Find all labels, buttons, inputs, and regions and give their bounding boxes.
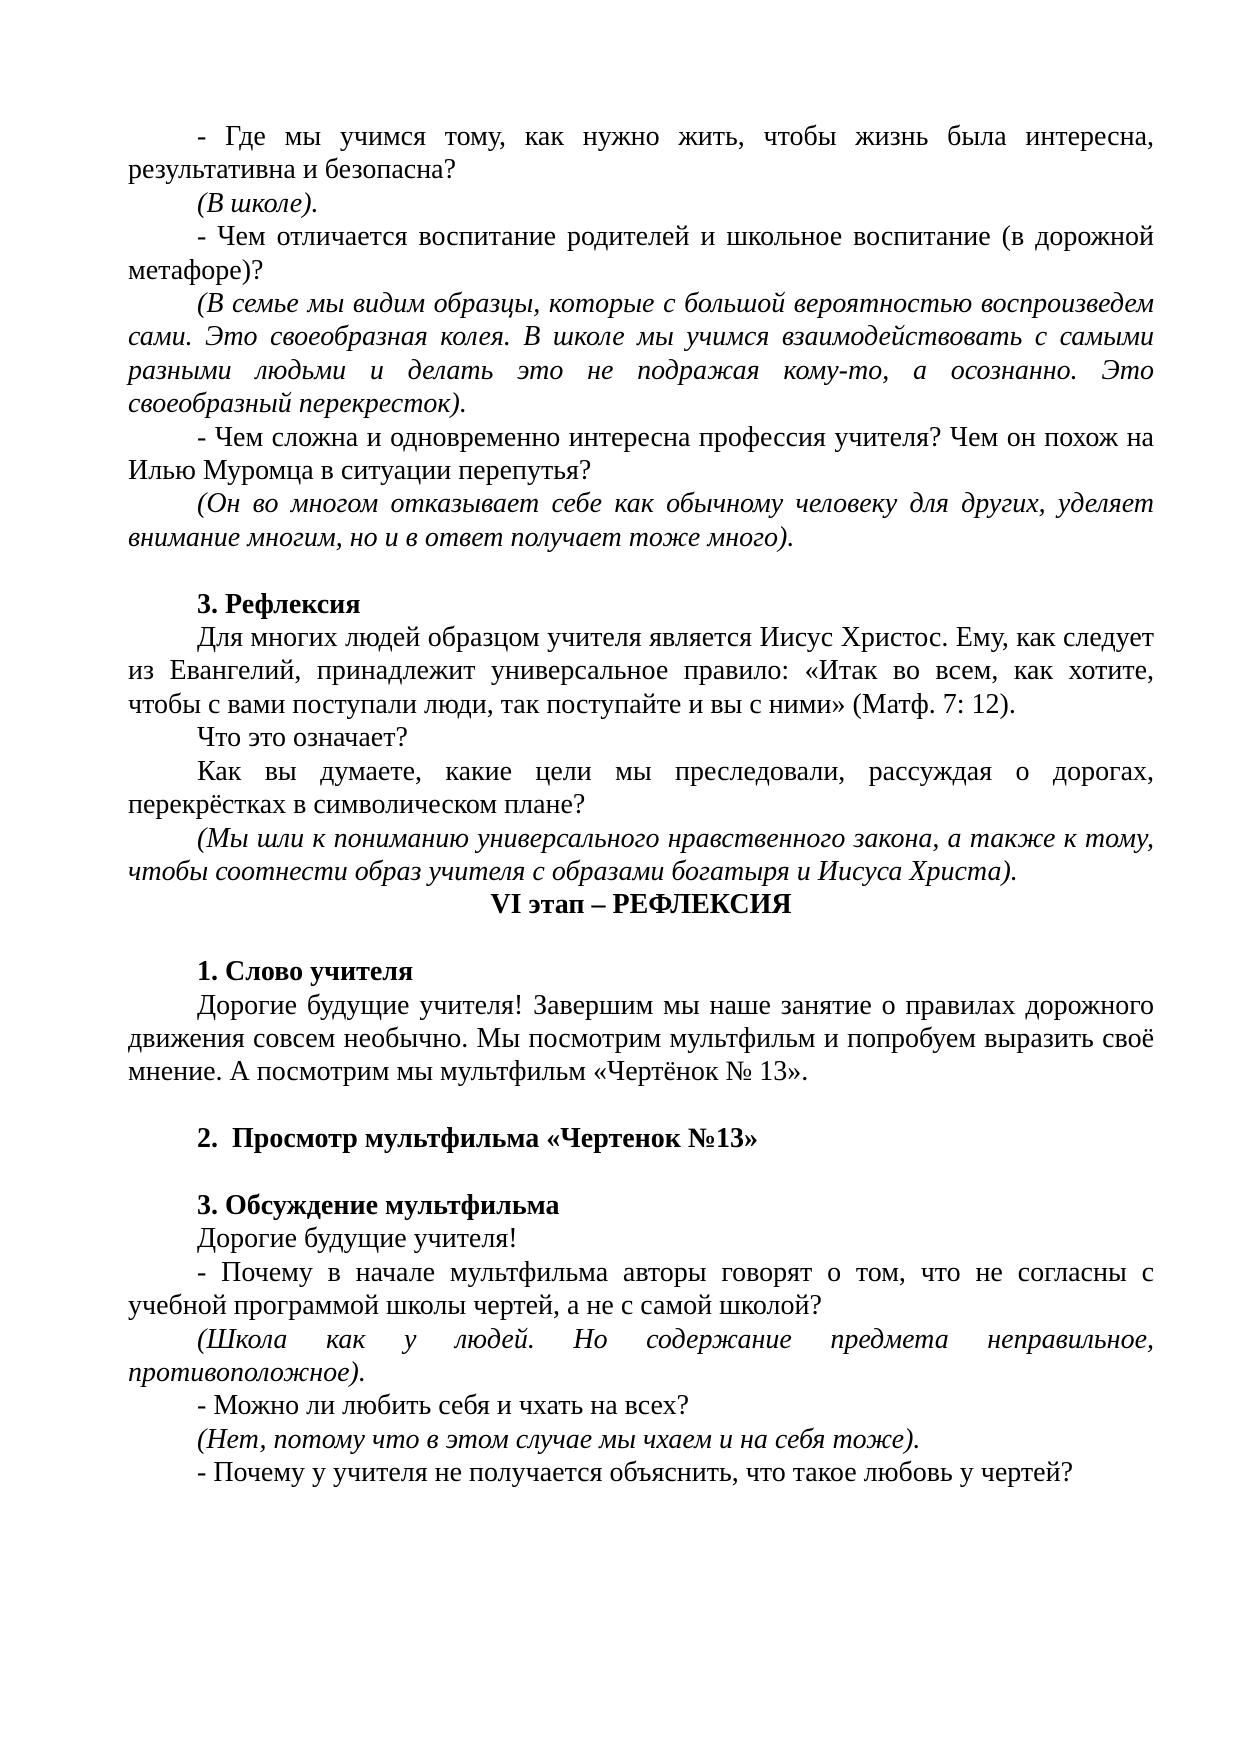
- section-heading: 3. Рефлексия: [197, 588, 361, 620]
- text-paragraph: - Почему в начале мультфильма авторы говорят о том, что не согласны с учебной программой школы чертей, а не с самой школой?: [128, 1256, 1154, 1322]
- text-paragraph: Как вы думаете, какие цели мы преследовали, рассуждая о дорогах, перекрёстках в символическом плане?: [128, 755, 1154, 821]
- text-paragraph: Что это означает?: [197, 722, 408, 754]
- document-body: [128, 120, 1154, 1490]
- text-paragraph: - Где мы учимся тому, как нужно жить, чтобы жизнь была интересна, результативна и безопасна?: [128, 121, 1154, 186]
- text-paragraph: Дорогие будущие учителя!: [197, 1223, 518, 1255]
- text-paragraph: - Чем отличается воспитание родителей и школьное воспитание (в дорожной метафоре)?: [128, 221, 1154, 286]
- text-paragraph: - Чем сложна и одновременно интересна профессия учителя? Чем он похож на Илью Муромца в ситуации перепутья?: [128, 421, 1154, 487]
- text-paragraph: - Почему у учителя не получается объяснить, что такое любовь у чертей?: [197, 1457, 1074, 1489]
- text-paragraph: Для многих людей образцом учителя является Иисус Христос. Ему, как следует из Евангелий, принадлежит универсальное правило: «Итак во всем, как хотите, чтобы с вами поступали люди, так поступайте и вы с ними» (Матф. 7: 12).: [128, 622, 1154, 720]
- answer-paragraph: (Школа как у людей. Но содержание предмета неправильное, противоположное).: [128, 1323, 1154, 1388]
- answer-paragraph: (Мы шли к пониманию универсального нравственного закона, а также к тому, чтобы соотнести образ учителя с образами богатыря и Иисуса Христа).: [128, 822, 1154, 887]
- answer-paragraph: (В школе).: [197, 187, 319, 219]
- text-paragraph: Дорогие будущие учителя! Завершим мы наше занятие о правилах дорожного движения совсем необычно. Мы посмотрим мультфильм и попробуем выразить своё мнение. А посмотрим мы мультфильм «Чертёнок № 13».: [128, 989, 1154, 1088]
- text-paragraph: - Можно ли любить себя и чхать на всех?: [197, 1390, 689, 1422]
- section-heading: 2. Просмотр мультфильма «Чертенок №13»: [197, 1123, 759, 1155]
- answer-paragraph: (Он во многом отказывает себе как обычному человеку для других, уделяет внимание многим, но и в ответ получает тоже много).: [128, 488, 1154, 553]
- stage-heading: VI этап – РЕФЛЕКСИЯ: [490, 889, 792, 921]
- section-heading: 1. Слово учителя: [197, 956, 414, 988]
- section-heading: 3. Обсуждение мультфильма: [197, 1189, 560, 1221]
- answer-paragraph: (Нет, потому что в этом случае мы чхаем и на себя тоже).: [197, 1423, 921, 1455]
- answer-paragraph: (В семье мы видим образцы, которые с большой вероятностью воспроизведем сами. Это своеобразная колея. В школе мы учимся взаимодействовать с самыми разными людьми и делать это не подражая кому-то, а осознанно. Это своеобразный перекресток).: [128, 288, 1154, 420]
